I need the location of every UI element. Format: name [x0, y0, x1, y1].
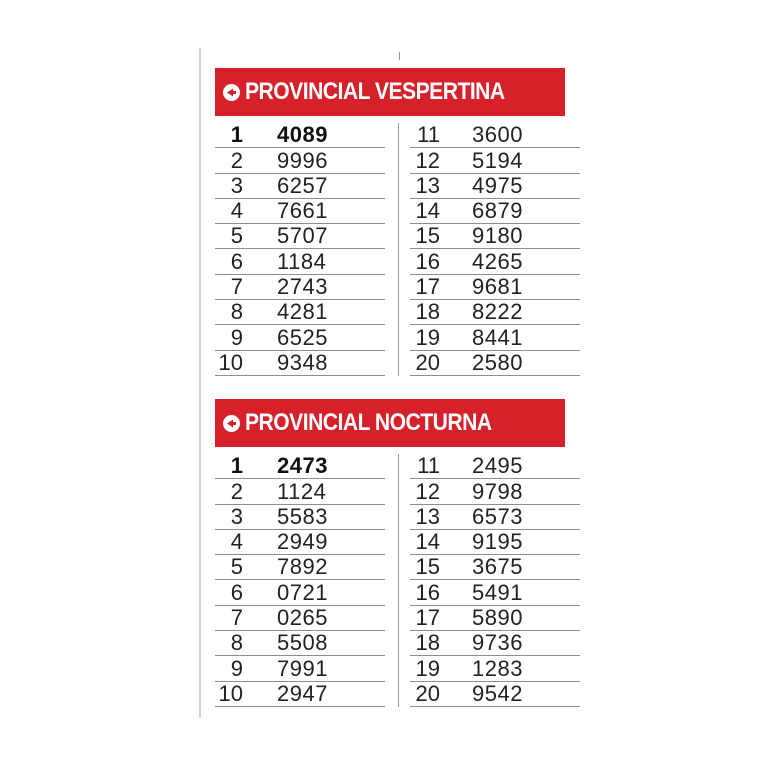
- result-row: [410, 454, 580, 479]
- result-row: [410, 199, 580, 224]
- result-position: 14: [415, 198, 440, 224]
- result-position: 10: [218, 680, 243, 706]
- result-number: 2947: [277, 680, 328, 706]
- arrow-left-circle-icon: [223, 415, 240, 432]
- result-row: [215, 656, 385, 681]
- result-row: [410, 530, 580, 555]
- result-position: 16: [415, 579, 440, 605]
- result-number: 1184: [277, 248, 327, 274]
- result-number: 8222: [472, 299, 523, 325]
- result-number: 9681: [472, 274, 523, 300]
- result-position: 11: [417, 122, 440, 148]
- result-row: [410, 275, 580, 300]
- result-row: [215, 505, 385, 530]
- result-number: 2949: [277, 529, 328, 555]
- result-number: 4281: [277, 299, 328, 325]
- section-banner: [215, 68, 565, 116]
- result-position: 14: [415, 529, 440, 555]
- results-column-left: [215, 123, 385, 376]
- result-row: [215, 300, 385, 325]
- top-tick-mark: [399, 52, 400, 60]
- result-row: [215, 199, 385, 224]
- result-number: 1283: [472, 655, 523, 681]
- result-number: 6879: [472, 198, 523, 224]
- result-number: 4975: [472, 172, 523, 198]
- result-number: 9348: [277, 349, 328, 375]
- result-position: 19: [415, 655, 440, 681]
- result-number: 9180: [472, 223, 523, 249]
- result-number: 0265: [277, 605, 328, 631]
- section-provincial-vespertina: [215, 68, 565, 376]
- result-position: 13: [415, 172, 440, 198]
- result-number: 9542: [472, 680, 523, 706]
- result-number: 3600: [472, 122, 523, 148]
- result-position: 20: [415, 349, 440, 375]
- results-column-left: [215, 454, 385, 707]
- result-row: [410, 123, 580, 148]
- result-position: 5: [230, 223, 243, 249]
- result-number: 5890: [472, 605, 523, 631]
- result-number: 7661: [277, 198, 328, 224]
- result-row: [410, 224, 580, 249]
- results-column-right: [410, 123, 580, 376]
- result-row: [410, 606, 580, 631]
- result-position: 3: [230, 172, 243, 198]
- column-divider: [398, 454, 399, 707]
- result-row: [410, 682, 580, 707]
- result-number: 9736: [472, 630, 523, 656]
- result-position: 18: [415, 299, 440, 325]
- result-number: 2473: [277, 453, 328, 479]
- result-position: 16: [415, 248, 440, 274]
- result-number: 6525: [277, 324, 328, 350]
- result-row: [215, 479, 385, 504]
- section-title: PROVINCIAL VESPERTINA: [245, 78, 505, 105]
- result-number: 5707: [277, 223, 328, 249]
- results-table: [215, 123, 565, 376]
- result-row: [410, 580, 580, 605]
- result-position: 11: [417, 453, 440, 479]
- result-position: 8: [230, 299, 243, 325]
- result-position: 7: [230, 274, 243, 300]
- result-position: 15: [415, 223, 440, 249]
- result-number: 3675: [472, 554, 523, 580]
- result-number: 0721: [277, 579, 328, 605]
- result-row: [215, 682, 385, 707]
- result-row: [410, 249, 580, 274]
- results-table: [215, 454, 565, 707]
- arrow-left-circle-icon: [223, 84, 240, 101]
- result-position: 2: [230, 478, 243, 504]
- result-position: 9: [230, 324, 243, 350]
- results-column-right: [410, 454, 580, 707]
- result-row: [215, 224, 385, 249]
- result-position: 18: [415, 630, 440, 656]
- result-row: [215, 275, 385, 300]
- section-provincial-nocturna: [215, 399, 565, 707]
- result-row: [215, 530, 385, 555]
- result-position: 19: [415, 324, 440, 350]
- page-margin-rule: [199, 48, 201, 718]
- result-row: [410, 148, 580, 173]
- result-row: [410, 505, 580, 530]
- result-row: [410, 479, 580, 504]
- result-number: 5583: [277, 503, 328, 529]
- result-number: 9195: [472, 529, 523, 555]
- result-row: [410, 325, 580, 350]
- result-row: [215, 454, 385, 479]
- result-position: 12: [415, 478, 440, 504]
- result-number: 2495: [472, 453, 523, 479]
- result-row: [410, 631, 580, 656]
- result-number: 7892: [277, 554, 328, 580]
- result-row: [215, 555, 385, 580]
- result-row: [410, 656, 580, 681]
- result-row: [215, 325, 385, 350]
- result-position: 17: [415, 274, 440, 300]
- result-position: 9: [230, 655, 243, 681]
- result-row: [410, 174, 580, 199]
- result-number: 9996: [277, 147, 328, 173]
- result-position: 13: [415, 503, 440, 529]
- result-row: [410, 351, 580, 376]
- result-position: 20: [415, 680, 440, 706]
- result-number: 7991: [277, 655, 328, 681]
- result-number: 6257: [277, 172, 328, 198]
- result-number: 1124: [277, 478, 327, 504]
- result-number: 6573: [472, 503, 523, 529]
- result-number: 5508: [277, 630, 328, 656]
- result-position: 17: [415, 605, 440, 631]
- result-number: 4265: [472, 248, 523, 274]
- result-row: [215, 148, 385, 173]
- result-position: 6: [230, 579, 243, 605]
- result-position: 1: [230, 122, 243, 148]
- result-number: 5491: [472, 579, 523, 605]
- result-position: 1: [230, 453, 243, 479]
- result-position: 6: [230, 248, 243, 274]
- result-row: [215, 580, 385, 605]
- result-position: 7: [230, 605, 243, 631]
- result-number: 5194: [472, 147, 523, 173]
- section-title: PROVINCIAL NOCTURNA: [245, 409, 492, 436]
- result-row: [215, 606, 385, 631]
- column-divider: [398, 123, 399, 376]
- result-number: 8441: [472, 324, 523, 350]
- result-row: [215, 123, 385, 148]
- result-number: 2580: [472, 349, 523, 375]
- result-position: 2: [230, 147, 243, 173]
- result-row: [410, 555, 580, 580]
- result-position: 3: [230, 503, 243, 529]
- result-position: 12: [415, 147, 440, 173]
- result-number: 4089: [277, 122, 328, 148]
- result-position: 4: [230, 529, 243, 555]
- result-row: [215, 631, 385, 656]
- result-position: 15: [415, 554, 440, 580]
- result-row: [215, 351, 385, 376]
- result-row: [215, 174, 385, 199]
- result-row: [410, 300, 580, 325]
- result-number: 9798: [472, 478, 523, 504]
- result-row: [215, 249, 385, 274]
- result-position: 4: [230, 198, 243, 224]
- result-position: 5: [230, 554, 243, 580]
- section-banner: [215, 399, 565, 447]
- result-number: 2743: [277, 274, 328, 300]
- result-position: 8: [230, 630, 243, 656]
- result-position: 10: [218, 349, 243, 375]
